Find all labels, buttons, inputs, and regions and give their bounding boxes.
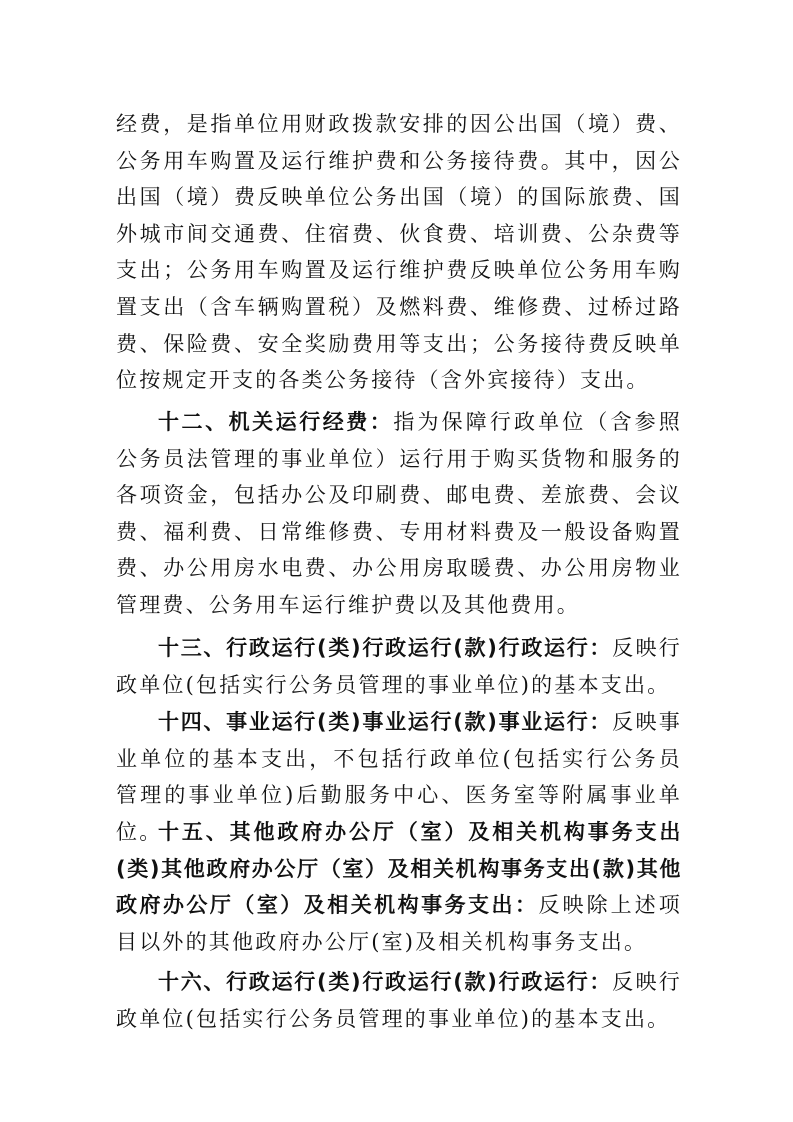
paragraph-heading: 十二、机关运行经费： <box>158 410 394 434</box>
paragraph-body: 反映行政单位(包括实行公务员管理的事业单位)的基本支出。 <box>116 636 682 697</box>
paragraph-heading: 十三、行政运行(类)行政运行(款)行政运行： <box>158 636 613 660</box>
paragraph-body: 指为保障行政单位（含参照公务员法管理的事业单位）运行用于购买货物和服务的各项资金，包括办公及印刷费、邮电费、差旅费、会议费、福利费、日常维修费、专用材料费及一般设备购置费、办公用房水电费、办公用房取暖费、办公用房物业管理费、公务用车运行维护费以及其他费用。 <box>116 410 683 617</box>
paragraph-continuation <box>116 106 682 399</box>
paragraph-heading: 十五、其他政府办公厅（室）及相关机构事务支出(类)其他政府办公厅（室）及相关机构事务支出(款)其他政府办公厅（室）及相关机构事务支出： <box>116 820 682 918</box>
paragraph-heading: 十六、行政运行(类)行政运行(款)行政运行： <box>158 970 613 994</box>
paragraph-item-13 <box>116 630 682 703</box>
paragraph-heading: 十四、事业运行(类)事业运行(款)事业运行： <box>158 710 613 734</box>
paragraph-body: 反映行政单位(包括实行公务员管理的事业单位)的基本支出。 <box>116 970 682 1031</box>
paragraph-body: 反映事业单位的基本支出，不包括行政单位(包括实行公务员管理的事业单位)后勤服务中心、医务室等附属事业单位。 <box>116 710 682 844</box>
paragraph-body: 反映除上述项目以外的其他政府办公厅(室)及相关机构事务支出。 <box>116 893 682 954</box>
paragraph-body: 经费，是指单位用财政拨款安排的因公出国（境）费、公务用车购置及运行维护费和公务接待费。其中，因公出国（境）费反映单位公务出国（境）的国际旅费、国外城市间交通费、住宿费、伙食费、培训费、公杂费等支出；公务用车购置及运行维护费反映单位公务用车购置支出（含车辆购置税）及燃料费、维修费、过桥过路费、保险费、安全奖励费用等支出；公务接待费反映单位按规定开支的各类公务接待（含外宾接待）支出。 <box>116 112 682 393</box>
paragraph-item-16 <box>116 964 682 1037</box>
paragraph-item-12 <box>116 404 682 624</box>
paragraph-item-15 <box>116 814 682 960</box>
